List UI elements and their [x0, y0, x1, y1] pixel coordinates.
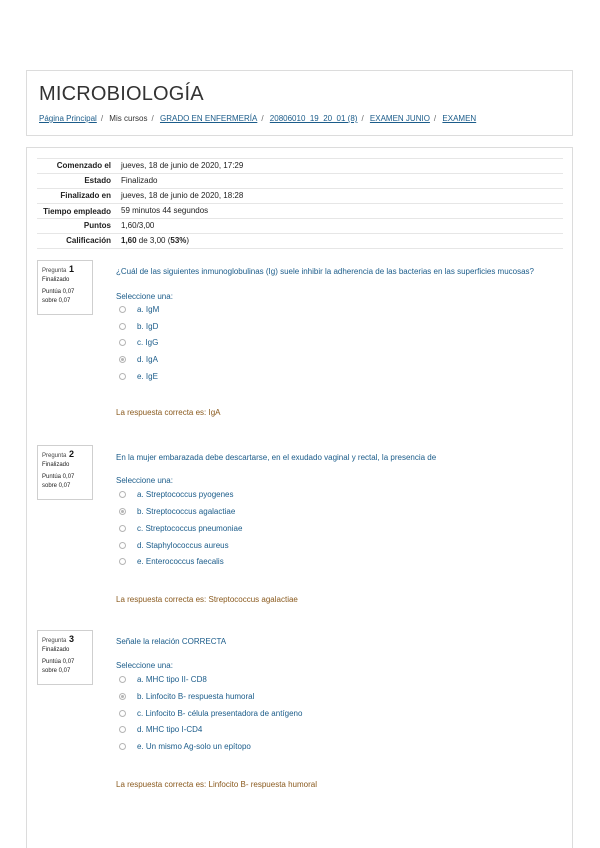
summary-row-time-taken: Tiempo empleado 59 minutos 44 segundos — [37, 204, 563, 219]
answer-option[interactable]: b. Linfocito B- respuesta humoral — [119, 692, 254, 701]
question-mark: Puntúa 0,07 sobre 0,07 — [42, 289, 75, 304]
question-number: 2 — [69, 449, 75, 459]
radio-button[interactable] — [119, 726, 126, 733]
right-answer: La respuesta correcta es: IgA — [116, 408, 221, 417]
answer-option[interactable]: d. IgA — [119, 355, 158, 364]
question-text: En la mujer embarazada debe descartarse, en el exudado vaginal y rectal, la presencia de — [116, 453, 437, 462]
question-info: Pregunta 2 Finalizado Puntúa 0,07 sobre 0,07 — [37, 445, 93, 500]
radio-button[interactable] — [119, 491, 126, 498]
right-answer: La respuesta correcta es: Linfocito B- respuesta humoral — [116, 780, 317, 789]
summary-row-finished: Finalizado en jueves, 18 de junio de 2020, 18:28 — [37, 189, 563, 204]
answer-option[interactable]: c. IgG — [119, 338, 158, 347]
question-state: Finalizado — [42, 277, 70, 283]
answer-option[interactable]: d. MHC tipo I-CD4 — [119, 725, 202, 734]
question-info: Pregunta 3 Finalizado Puntúa 0,07 sobre 0,07 — [37, 630, 93, 685]
breadcrumb-my-courses: Mis cursos — [109, 114, 148, 123]
breadcrumb-exam-june[interactable]: EXAMEN JUNIO — [369, 114, 430, 123]
radio-button[interactable] — [119, 356, 126, 363]
select-prompt: Seleccione una: — [116, 292, 173, 301]
radio-button[interactable] — [119, 339, 126, 346]
question-state: Finalizado — [42, 462, 70, 468]
radio-button[interactable] — [119, 508, 126, 515]
question-number: 3 — [69, 634, 75, 644]
radio-button[interactable] — [119, 323, 126, 330]
answer-option[interactable]: c. Streptococcus pneumoniae — [119, 524, 242, 533]
question-mark: Puntúa 0,07 sobre 0,07 — [42, 474, 75, 489]
breadcrumb-course[interactable]: 20806010_19_20_01 (8) — [269, 114, 358, 123]
summary-row-started: Comenzado el jueves, 18 de junio de 2020, 17:29 — [37, 159, 563, 174]
select-prompt: Seleccione una: — [116, 476, 173, 485]
radio-button[interactable] — [119, 743, 126, 750]
question-text: ¿Cuál de las siguientes inmunoglobulinas (Ig) suele inhibir la adherencia de las bacterias en las superficies mucosas? — [116, 267, 535, 276]
radio-button[interactable] — [119, 558, 126, 565]
question-mark: Puntúa 0,07 sobre 0,07 — [42, 659, 75, 674]
radio-button[interactable] — [119, 676, 126, 683]
right-answer: La respuesta correcta es: Streptococcus agalactiae — [116, 595, 298, 604]
answer-option[interactable]: a. IgM — [119, 305, 159, 314]
quiz-review — [26, 147, 573, 848]
question-number: 1 — [69, 264, 75, 274]
select-prompt: Seleccione una: — [116, 661, 173, 670]
radio-button[interactable] — [119, 306, 126, 313]
answer-option[interactable]: c. Linfocito B- célula presentadora de antígeno — [119, 709, 302, 718]
answer-option[interactable]: d. Staphylococcus aureus — [119, 541, 229, 550]
answer-option[interactable]: e. Enterococcus faecalis — [119, 557, 224, 566]
question-info: Pregunta 1 Finalizado Puntúa 0,07 sobre 0,07 — [37, 260, 93, 315]
breadcrumb-exam[interactable]: EXAMEN — [442, 114, 477, 123]
breadcrumb-home[interactable]: Página Principal — [39, 114, 97, 123]
page-title: MICROBIOLOGÍA — [39, 83, 204, 105]
attempt-summary — [37, 158, 563, 249]
answer-option[interactable]: e. IgE — [119, 372, 158, 381]
breadcrumb: Página Principal / Mis cursos / GRADO EN ENFERMERÍA / 20806010_19_20_01 (8) / EXAMEN JUNIO / EXAMEN — [39, 114, 477, 123]
radio-button[interactable] — [119, 710, 126, 717]
summary-row-points: Puntos 1,60/3,00 — [37, 219, 563, 234]
answer-option[interactable]: a. Streptococcus pyogenes — [119, 490, 234, 499]
answer-option[interactable]: a. MHC tipo II- CD8 — [119, 675, 207, 684]
answer-option[interactable]: b. IgD — [119, 322, 158, 331]
radio-button[interactable] — [119, 373, 126, 380]
question-text: Señale la relación CORRECTA — [116, 637, 227, 646]
breadcrumb-degree[interactable]: GRADO EN ENFERMERÍA — [159, 114, 258, 123]
radio-button[interactable] — [119, 525, 126, 532]
radio-button[interactable] — [119, 693, 126, 700]
summary-row-grade: Calificación 1,60 de 3,00 (53%) — [37, 234, 563, 249]
answer-option[interactable]: b. Streptococcus agalactiae — [119, 507, 235, 516]
radio-button[interactable] — [119, 542, 126, 549]
question-state: Finalizado — [42, 647, 70, 653]
course-header — [26, 70, 573, 136]
answer-option[interactable]: e. Un mismo Ag-solo un epítopo — [119, 742, 251, 751]
summary-row-state: Estado Finalizado — [37, 174, 563, 189]
